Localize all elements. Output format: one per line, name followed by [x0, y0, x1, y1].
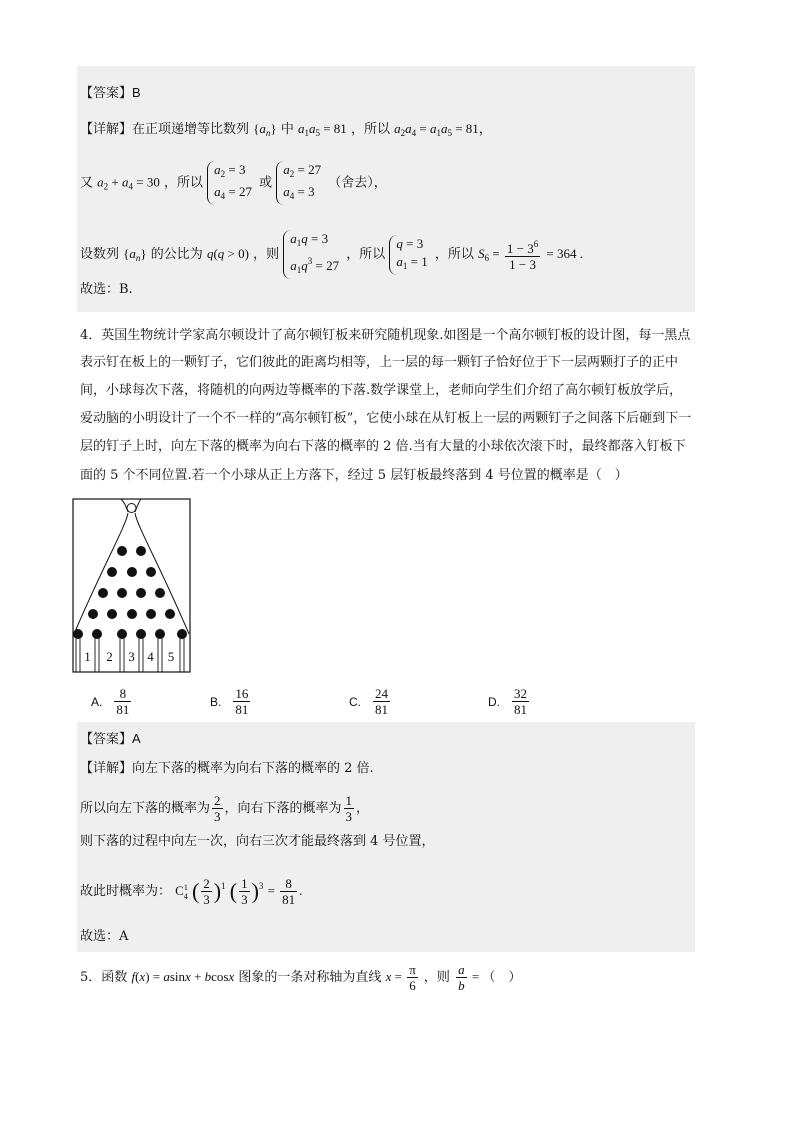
q4-stem-line2: 表示钉在板上的一颗钉子，它们彼此的距离均相等，上一层的每一颗钉子恰好位于下一层两颗打子的正中: [80, 355, 679, 370]
q3-detail-line1: 【详解】在正项递增等比数列 $\{a_n\}$ 中 $a_1a_5 = 81$ ，所以 $a_2a_4 = a_1a_5 = 81$，: [80, 121, 492, 138]
q4-detail-line1: 【详解】向左下落的概率为向右下落的概率的 2 倍.: [80, 761, 374, 776]
q4-conclusion: 故选：A: [80, 929, 129, 944]
q4-stem-line3: 间，小球每次下落，将随机的向两边等概率的下落.数学课堂上，老师向学生们介绍了高尔顿钉板放学后，: [80, 383, 683, 398]
q4-detail-line3: 则下落的过程中向左一次，向右三次才能最终落到 4 号位置，: [80, 834, 435, 849]
q3-answer: 【答案】B: [80, 85, 141, 101]
q4-detail-line4: 故此时概率为： C 1 4 ( $\frac{2}{3}$ )$^1$ ( $\frac{1}{3}$ )$^3$ = $\frac{8}{81}$ .: [80, 876, 303, 907]
slot-label-3: 3: [128, 649, 135, 664]
option-a[interactable]: A. $\frac{8}{81}$: [91, 686, 130, 717]
galton-board-figure: [72, 498, 192, 674]
slot-label-1: 1: [84, 649, 91, 664]
q4-stem-line5: 层的钉子上时，向左下落的概率为向右下落的概率的 2 倍.当有大量的小球依次滚下时，最终都落入钉板下: [80, 439, 686, 454]
q4-stem-line4: 爱动脑的小明设计了一个不一样的“高尔顿钉板”，它使小球在从钉板上一层的两颗钉子之间落下后砸到下一: [80, 411, 692, 426]
option-b[interactable]: B. $\frac{16}{81}$: [210, 686, 249, 717]
q4-answer: 【答案】A: [80, 731, 141, 747]
q5-stem: 5．函数 f(x) = asinx + bcosx 图象的一条对称轴为直线 x = $\frac{\pi}{6}$ ，则 $\frac{a}{b}$ = （ ）: [80, 962, 522, 993]
option-c[interactable]: C. $\frac{24}{81}$: [349, 686, 388, 717]
slot-label-2: 2: [106, 649, 113, 664]
q4-stem-line6: 面的 5 个不同位置.若一个小球从正上方落下，经过 5 层钉板最终落到 4 号位置的概率是（ ）: [80, 468, 628, 483]
slot-label-5: 5: [167, 649, 175, 664]
q3-conclusion: 故选：B.: [80, 282, 133, 297]
slot-label-4: 4: [147, 649, 154, 664]
q4-stem-line1: 4．英国生物统计学家高尔顿设计了高尔顿钉板来研究随机现象.如图是一个高尔顿钉板的设计图，每一黑点: [80, 328, 691, 343]
q3-detail-line2: 又 $a_2 + a_4 = 30$ ，所以 $a_2 = 3$ $a_4 = 27$ 或 $a_2 = 27$ $a_4 = 3$ （舍去），: [80, 161, 387, 205]
q3-detail-line3: 设数列 $\{a_n\}$ 的公比为 q(q > 0) ，则 $a_1q = 3$ $a_1q^3 = 27$ ，所以 q = 3 $a_1 = 1$ ，所以 $S_6$ = $\frac{1 - 3^6}{1 - 3}$ = 364 .: [80, 230, 583, 279]
q4-detail-line2: 所以向左下落的概率为 $\frac{2}{3}$ ，向右下落的概率为 $\frac{1}{3}$ ，: [80, 793, 370, 824]
option-d[interactable]: D. $\frac{32}{81}$: [488, 686, 527, 717]
